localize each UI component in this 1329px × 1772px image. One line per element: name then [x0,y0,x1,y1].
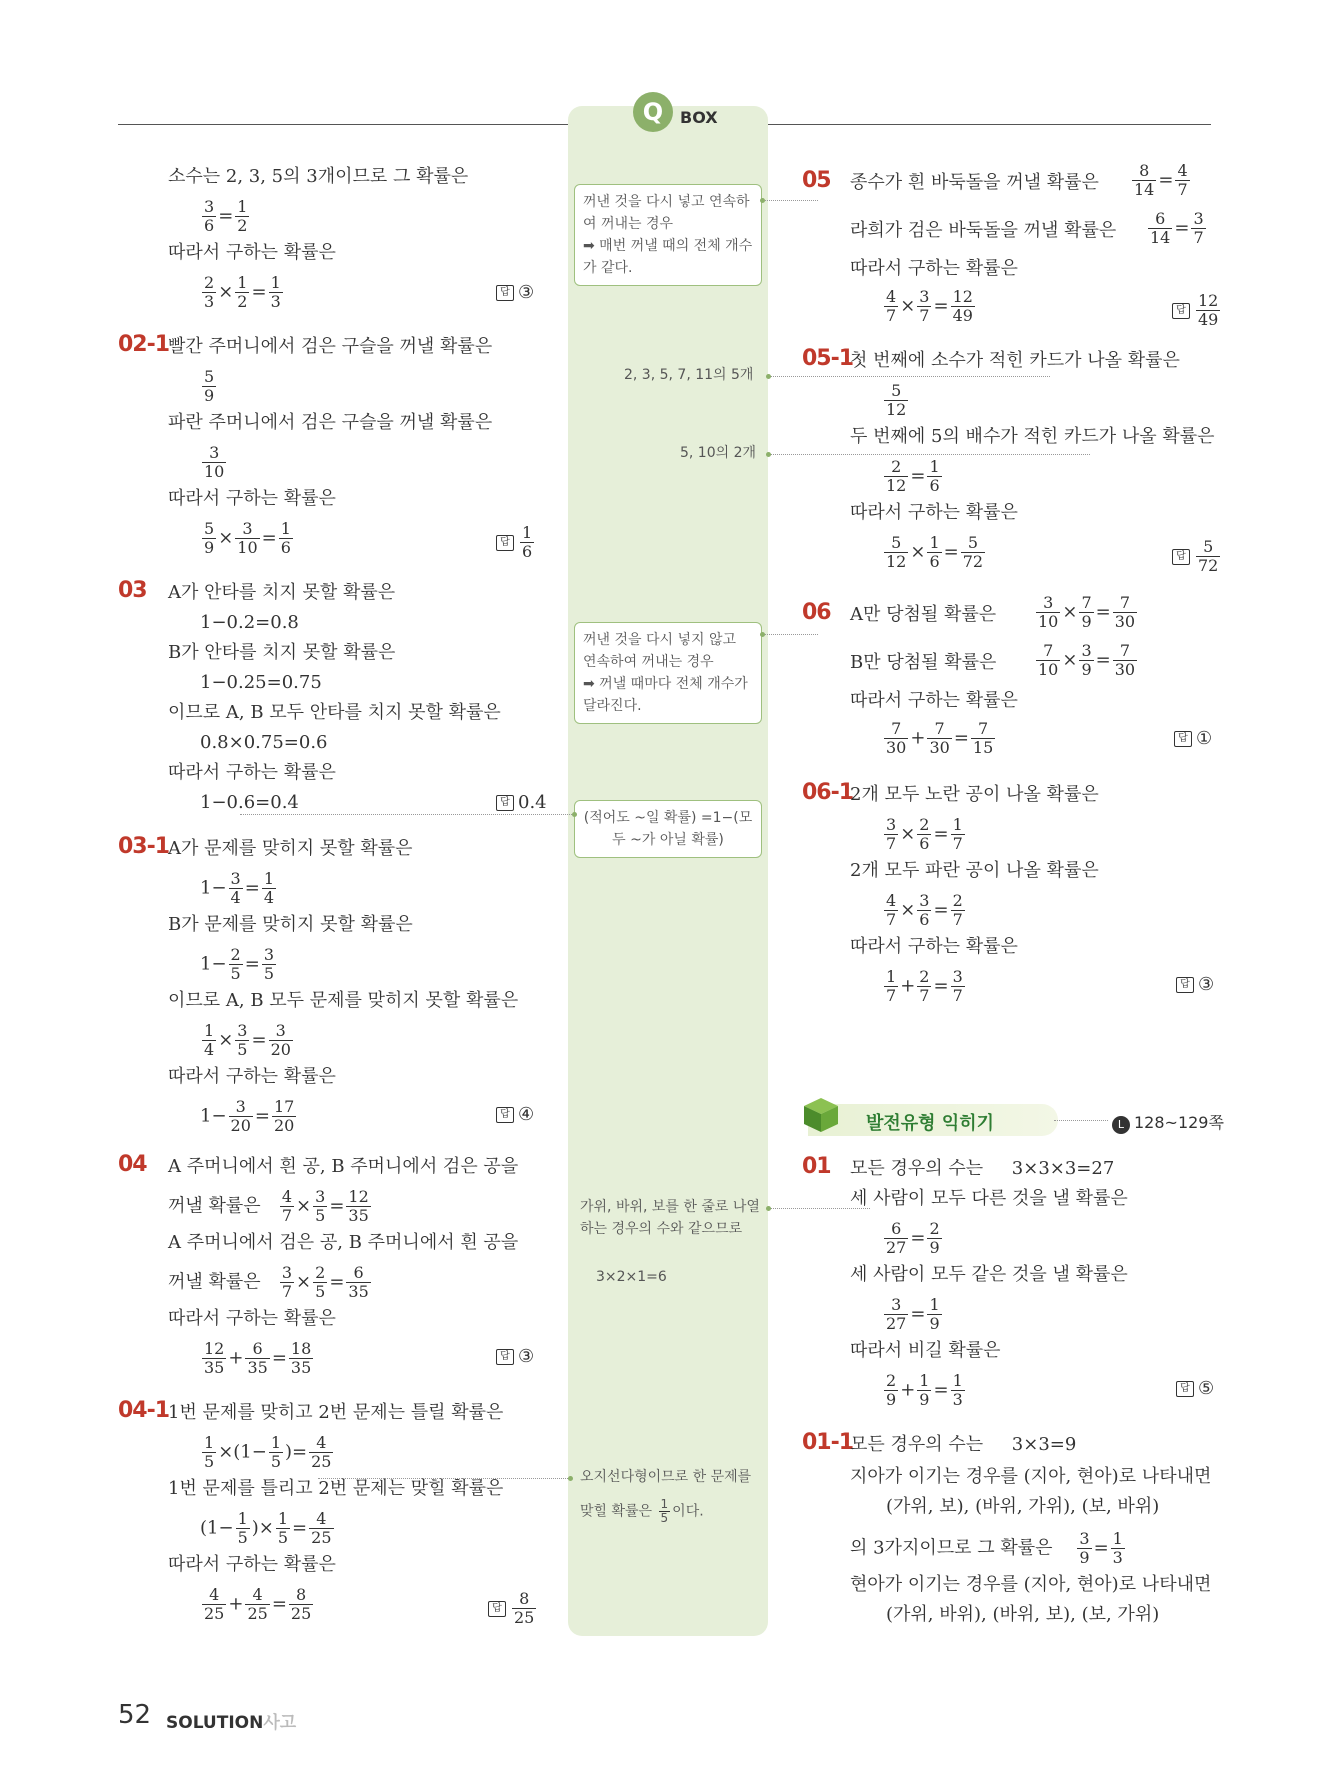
math-expr: $\frac{3}{10}$ [204,443,225,481]
text-line: 첫 번째에 소수가 적힌 카드가 나올 확률은 [850,350,1180,371]
leader-line [240,814,574,815]
text-line: B만 당첨될 확률은 [850,652,997,673]
text-line: A만 당첨될 확률은 [850,604,997,625]
leader-line [770,376,1050,377]
cube-icon [800,1094,842,1136]
math-expr: 0.8×0.75=0.6 [200,732,328,753]
text-line: 따라서 비길 확률은 [850,1340,1001,1361]
math-expr: 1−0.25=0.75 [200,672,322,693]
math-expr: 1− $\frac{3}{4}$ = $\frac{1}{4}$ [200,869,275,907]
text-line: 의 3가지이므로 그 확률은 $\frac{3}{9}$ = $\frac{1}{3}$ [850,1529,1123,1567]
text-line: 꺼낼 확률은 $\frac{3}{7}$ × $\frac{2}{5}$ = $\frac{6}{35}$ [168,1263,369,1301]
problem-number: 02-1 [118,332,170,357]
math-expr: $\frac{5}{12}$ × $\frac{1}{6}$ = $\frac{5}{72}$ [886,533,984,571]
text-line: (가위, 보), (바위, 가위), (보, 바위) [886,1496,1160,1517]
q-badge: Q [633,92,673,132]
math-expr: $\frac{1}{7}$ + $\frac{2}{7}$ = $\frac{3}{7}$ [886,967,963,1005]
qbox-side-note: 5, 10의 2개 [680,445,757,461]
text-line: A 주머니에서 흰 공, B 주머니에서 검은 공을 [168,1156,519,1177]
answer-mark: 답 ③ [1176,972,1214,998]
leader-dot [568,1476,573,1481]
math-expr: $\frac{7}{10}$ × $\frac{3}{9}$ = $\frac{7}{30}$ [1038,641,1136,679]
qbox-side-note: 맞힐 확률은 $\frac{1}{5}$ 이다. [580,1497,704,1525]
problem-number: 03 [118,578,147,603]
text-line: 따라서 구하는 확률은 [168,1066,336,1087]
text-line: 파란 주머니에서 검은 구슬을 꺼낼 확률은 [168,412,493,433]
math-expr: $\frac{1}{5}$ ×(1− $\frac{1}{5}$ )= $\frac{4}{25}$ [204,1433,332,1471]
answer-mark: 답 $\frac{5}{72}$ [1172,538,1222,575]
problem-number: 06-1 [802,780,854,805]
text-line: 세 사람이 모두 같은 것을 낼 확률은 [850,1264,1128,1285]
qbox-note: 꺼낸 것을 다시 넣고 연속하여 꺼내는 경우 ➡ 매번 꺼낼 때의 전체 개수가 같다. [574,184,762,286]
text-line: 따라서 구하는 확률은 [850,258,1018,279]
problem-number: 01 [802,1154,831,1179]
leader-dot [766,452,771,457]
text-line: 현아가 이기는 경우를 (지아, 현아)로 나타내면 [850,1574,1212,1595]
math-expr: $\frac{2}{3}$ × $\frac{1}{2}$ = $\frac{1}{3}$ [204,273,281,311]
text-line: 따라서 구하는 확률은 [168,488,336,509]
text-line: 따라서 구하는 확률은 [168,762,336,783]
answer-mark: 답 ⑤ [1176,1376,1214,1402]
math-expr: $\frac{1}{4}$ × $\frac{3}{5}$ = $\frac{3}{20}$ [204,1021,291,1059]
leader-dot [766,374,771,379]
problem-number: 04-1 [118,1398,170,1423]
math-expr: $\frac{3}{10}$ × $\frac{7}{9}$ = $\frac{7}{30}$ [1038,593,1136,631]
leader-line [770,454,1090,455]
answer-mark: 답 ③ [496,280,534,306]
math-expr: $\frac{2}{12}$ = $\frac{1}{6}$ [886,457,940,495]
leader-dot [760,632,765,637]
section-title: 발전유형 익히기 [866,1113,994,1134]
text-line: 1번 문제를 맞히고 2번 문제는 틀릴 확률은 [168,1402,504,1423]
math-expr: $\frac{4}{7}$ × $\frac{3}{6}$ = $\frac{2}{7}$ [886,891,963,929]
q-box-panel [568,106,768,1636]
text-line: 지아가 이기는 경우를 (지아, 현아)로 나타내면 [850,1466,1212,1487]
text-line: 따라서 구하는 확률은 [850,936,1018,957]
leader-dot [572,812,577,817]
text-line: 이므로 A, B 모두 안타를 치지 못할 확률은 [168,702,501,723]
text-line: 세 사람이 모두 다른 것을 낼 확률은 [850,1188,1128,1209]
qbox-note: 꺼낸 것을 다시 넣지 않고 연속하여 꺼내는 경우 ➡ 꺼낼 때마다 전체 개수가 달라진다. [574,622,762,724]
text-line: 두 번째에 5의 배수가 적힌 카드가 나올 확률은 [850,426,1215,447]
qbox-side-note: 오지선다형이므로 한 문제를 [580,1469,752,1485]
text-line: 따라서 구하는 확률은 [168,242,336,263]
math-expr: (1− $\frac{1}{5}$ )× $\frac{1}{5}$ = $\frac{4}{25}$ [200,1509,332,1547]
math-expr: $\frac{5}{9}$ × $\frac{3}{10}$ = $\frac{1}{6}$ [204,519,291,557]
answer-mark: 답 $\frac{8}{25}$ [488,1590,538,1627]
math-expr: 1− $\frac{2}{5}$ = $\frac{3}{5}$ [200,945,275,983]
text-line: 2개 모두 노란 공이 나올 확률은 [850,784,1099,805]
text-line: 따라서 구하는 확률은 [168,1554,336,1575]
text-line: 빨간 주머니에서 검은 구슬을 꺼낼 확률은 [168,336,493,357]
math-expr: $\frac{4}{25}$ + $\frac{4}{25}$ = $\frac{8}{25}$ [204,1585,312,1623]
math-expr: $\frac{3}{7}$ × $\frac{2}{6}$ = $\frac{1}{7}$ [886,815,963,853]
math-expr: $\frac{5}{9}$ [204,367,215,405]
page-reference: L 128~129쪽 [1112,1110,1224,1134]
math-expr: $\frac{3}{27}$ = $\frac{1}{9}$ [886,1295,940,1333]
box-label: BOX [680,108,718,127]
leader-dot [760,198,765,203]
text-line: 라희가 검은 바둑돌을 꺼낼 확률은 [850,220,1117,241]
text-line: B가 문제를 맞히지 못할 확률은 [168,914,413,935]
answer-mark: 답 $\frac{12}{49}$ [1172,292,1222,329]
answer-mark: 답 ④ [496,1102,534,1128]
math-expr: $\frac{2}{9}$ + $\frac{1}{9}$ = $\frac{1}{3}$ [886,1371,963,1409]
math-expr: 1−0.6=0.4 [200,792,299,813]
math-expr: $\frac{7}{30}$ + $\frac{7}{30}$ = $\frac{7}{15}$ [886,719,994,757]
math-expr: $\frac{5}{12}$ [886,381,907,419]
text-line: 꺼낼 확률은 $\frac{4}{7}$ × $\frac{3}{5}$ = $\frac{12}{35}$ [168,1187,369,1225]
text-line: 모든 경우의 수는 3×3=9 [850,1434,1077,1455]
answer-mark: 답 0.4 [496,790,547,816]
text-line: B가 안타를 치지 못할 확률은 [168,642,396,663]
qbox-side-note: 2, 3, 5, 7, 11의 5개 [624,367,754,383]
leader-line [1054,1120,1108,1121]
text-line: A가 안타를 치지 못할 확률은 [168,582,396,603]
qbox-note: (적어도 ~일 확률) =1−(모두 ~가 아닐 확률) [574,800,762,858]
math-expr: $\frac{4}{7}$ × $\frac{3}{7}$ = $\frac{12}{49}$ [886,287,973,325]
text-line: A 주머니에서 검은 공, B 주머니에서 흰 공을 [168,1232,519,1253]
text-line: 종수가 흰 바둑돌을 꺼낼 확률은 [850,172,1099,193]
text-line: 모든 경우의 수는 3×3×3=27 [850,1158,1115,1179]
problem-number: 06 [802,600,831,625]
math-expr: $\frac{6}{14}$ = $\frac{3}{7}$ [1150,209,1204,247]
text-line: 소수는 2, 3, 5의 3개이므로 그 확률은 [168,166,469,187]
text-line: 따라서 구하는 확률은 [850,690,1018,711]
leader-line [762,634,818,635]
answer-mark: 답 ① [1174,726,1212,752]
math-expr: 1− $\frac{3}{20}$ = $\frac{17}{20}$ [200,1097,295,1135]
answer-mark: 답 $\frac{1}{6}$ [496,524,536,561]
answer-mark: 답 ③ [496,1344,534,1370]
text-line: 이므로 A, B 모두 문제를 맞히지 못할 확률은 [168,990,519,1011]
math-expr: $\frac{8}{14}$ = $\frac{4}{7}$ [1134,161,1188,199]
leader-line [318,1478,572,1479]
qbox-side-note: 3×2×1=6 [596,1269,667,1285]
math-expr: $\frac{12}{35}$ + $\frac{6}{35}$ = $\frac{18}{35}$ [204,1339,312,1377]
text-line: 따라서 구하는 확률은 [168,1308,336,1329]
math-expr: $\frac{6}{27}$ = $\frac{2}{9}$ [886,1219,940,1257]
qbox-side-note: 가위, 바위, 보를 한 줄로 나열하는 경우의 수와 같으므로 [580,1199,760,1237]
math-expr: 1−0.2=0.8 [200,612,299,633]
text-line: (가위, 바위), (바위, 보), (보, 가위) [886,1604,1160,1625]
problem-number: 04 [118,1152,147,1177]
text-line: 따라서 구하는 확률은 [850,502,1018,523]
leader-dot [766,1206,771,1211]
lesson-icon: L [1112,1116,1130,1134]
page-number: 52 [118,1700,152,1730]
text-line: 1번 문제를 틀리고 2번 문제는 맞힐 확률은 [168,1478,504,1499]
problem-number: 03-1 [118,834,170,859]
problem-number: 05-1 [802,346,854,371]
leader-line [762,200,818,201]
problem-number: 05 [802,168,831,193]
math-expr: $\frac{3}{6}$ = $\frac{1}{2}$ [204,197,248,235]
footer-label: SOLUTION사고 [166,1713,297,1733]
text-line: A가 문제를 맞히지 못할 확률은 [168,838,413,859]
text-line: 2개 모두 파란 공이 나올 확률은 [850,860,1099,881]
problem-number: 01-1 [802,1430,854,1455]
